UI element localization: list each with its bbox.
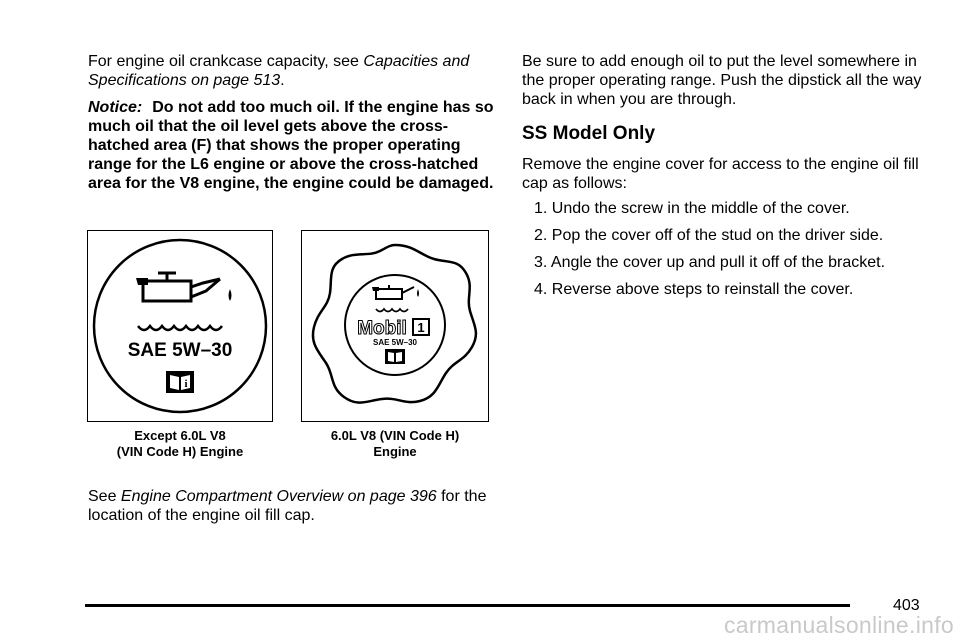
engine-compartment-reference: Engine Compartment Overview on page 396 (120, 488, 437, 505)
figure-caption-l6: Except 6.0L V8 (VIN Code H) Engine (116, 428, 244, 459)
list-item: 2. Pop the cover off of the stud on the driver side. (534, 227, 884, 244)
dipstick-paragraph: Be sure to add enough oil to put the level somewhere in the proper operating range. Push the dipstick all the way back in when you are through. (522, 53, 922, 108)
oil-cap-scalloped-illustration (302, 231, 488, 421)
notice-text: Do not add too much oil. If the engine has so much oil that the oil level gets above the cross-hatched area (F) that shows the proper operating range for the L6 engine or above the cross-hatched area for the V8 engine, the engine could be damaged. (88, 99, 494, 192)
mobil-one-badge: 1 (417, 320, 425, 335)
capacities-reference: Capacities and Specifications on page 513 (88, 53, 470, 89)
notice-paragraph (88, 98, 498, 193)
steps-list (522, 199, 922, 299)
engine-cover-paragraph: Remove the engine cover for access to the engine oil fill cap as follows: (522, 156, 919, 192)
list-item: 1. Undo the screw in the middle of the cover. (534, 200, 850, 217)
right-column (522, 52, 922, 299)
watermark: carmanualsonline.info (723, 612, 954, 638)
left-column (88, 52, 498, 193)
cap2-grade-text: SAE 5W–30 (372, 338, 418, 347)
page-number: 403 (893, 597, 920, 614)
see-reference-paragraph: See Engine Compartment Overview on page 396 for the location of the engine oil fill cap. (88, 488, 487, 524)
owner-manual-icon (385, 349, 405, 364)
list-item: 4. Reverse above steps to reinstall the cover. (534, 281, 854, 298)
notice-label: Notice: (88, 99, 143, 116)
footer-rule (85, 604, 850, 607)
oil-cap-round-illustration (88, 231, 272, 421)
svg-text:i: i (184, 378, 188, 390)
intro-paragraph: For engine oil crankcase capacity, see Capacities and Specifications on page 513. (88, 53, 470, 89)
oil-cap-figure-v8 (301, 230, 489, 422)
owner-manual-icon (166, 371, 194, 393)
section-heading: SS Model Only (522, 123, 656, 144)
mobil-logo-text: Mobil (357, 318, 407, 339)
intro-text: For engine oil crankcase capacity, see (88, 53, 364, 70)
list-item: 3. Angle the cover up and pull it off of the bracket. (534, 254, 886, 271)
figure-caption-v8: 6.0L V8 (VIN Code H) Engine (330, 428, 460, 459)
oil-cap-figure-l6 (87, 230, 273, 422)
cap1-grade-text: SAE 5W–30 (127, 340, 233, 361)
